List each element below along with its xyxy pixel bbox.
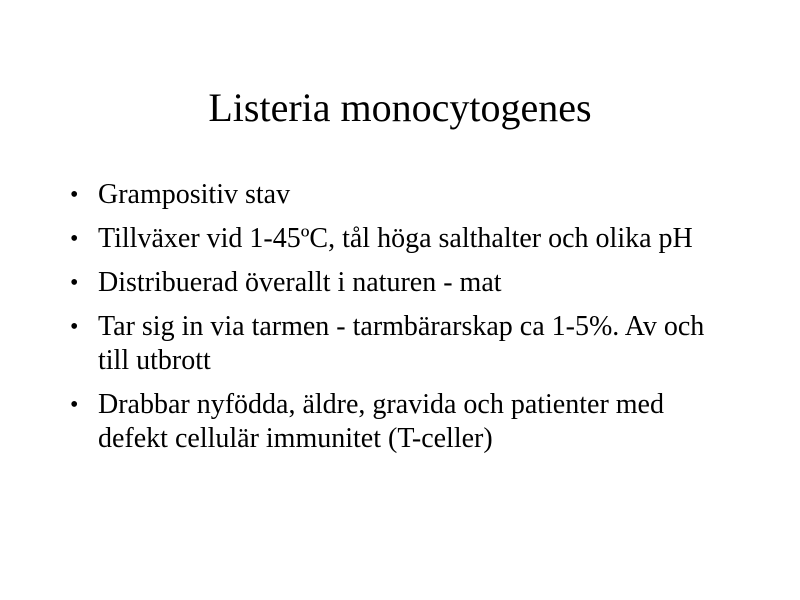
bullet-text: Drabbar nyfödda, äldre, gravida och patienter med defekt cellulär immunitet (T-celler) bbox=[98, 389, 664, 454]
bullet-item bbox=[68, 222, 738, 256]
bullet-dot-icon: • bbox=[70, 392, 79, 418]
bullet-dot-icon: • bbox=[70, 314, 79, 340]
bullet-item bbox=[68, 388, 738, 456]
bullet-text: Grampositiv stav bbox=[98, 179, 291, 210]
bullet-item bbox=[68, 178, 738, 212]
bullet-text: Distribuerad överallt i naturen - mat bbox=[98, 267, 502, 298]
bullet-dot-icon: • bbox=[70, 270, 79, 296]
bullet-dot-icon: • bbox=[70, 226, 79, 252]
bullet-item bbox=[68, 310, 738, 378]
bullet-text: Tar sig in via tarmen - tarmbärarskap ca 1-5%. Av och till utbrott bbox=[98, 311, 705, 376]
bullet-list bbox=[68, 178, 738, 466]
slide-title: Listeria monocytogenes bbox=[208, 85, 592, 130]
bullet-text: Tillväxer vid 1-45ºC, tål höga salthalter och olika pH bbox=[98, 223, 693, 254]
bullet-dot-icon: • bbox=[70, 182, 79, 208]
bullet-item bbox=[68, 266, 738, 300]
